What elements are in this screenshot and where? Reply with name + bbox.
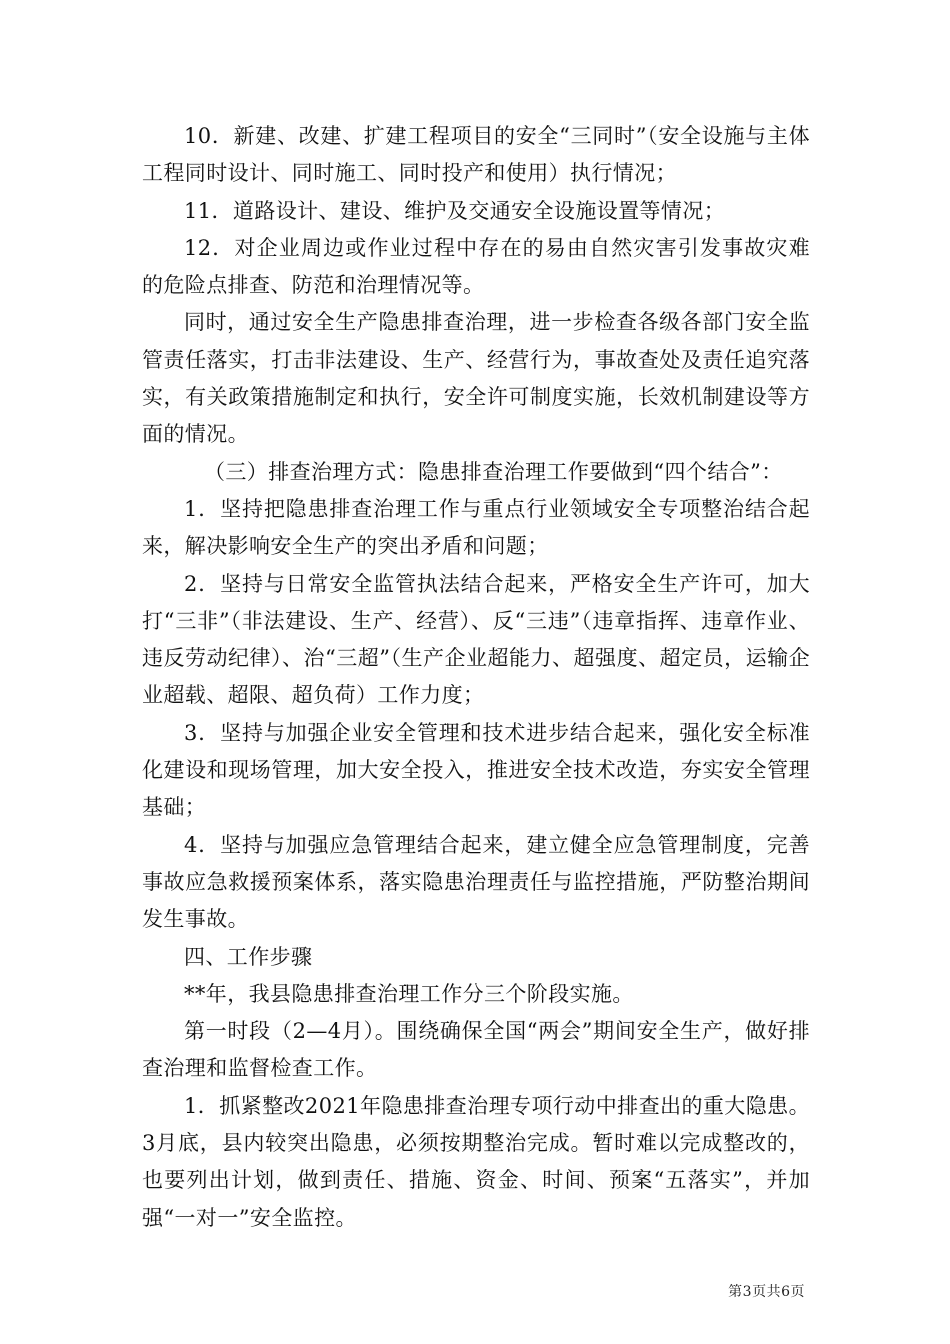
paragraph-phase-one: 第一时段（2—4月）。围绕确保全国“两会”期间安全生产，做好排查治理和监督检查工作。 — [142, 1019, 810, 1081]
paragraph-combine-4: 4．坚持与加强应急管理结合起来，建立健全应急管理制度，完善事故应急救援预案体系，落实隐患治理责任与监控措施，严防整治期间发生事故。 — [142, 832, 810, 932]
paragraph-combine-2: 2．坚持与日常安全监管执法结合起来，严格安全生产许可，加大打“三非”（非法建设、生产、经营）、反“三违”（违章指挥、违章作业、违反劳动纪律）、治“三超”（生产企业超能力、超强度、超定员，运输企业超载、超限、超负荷）工作力度； — [142, 571, 810, 708]
section-heading-steps: 四、工作步骤 — [184, 944, 313, 969]
page-number: 第3页共6页 — [728, 1284, 805, 1300]
document-body — [142, 118, 810, 1237]
section-heading-method: （三）排查治理方式：隐患排查治理工作要做到“四个结合”： — [204, 459, 783, 484]
paragraph-item-12: 12．对企业周边或作业过程中存在的易由自然灾害引发事故灾难的危险点排查、防范和治理情况等。 — [142, 235, 810, 298]
paragraph-item-11: 11．道路设计、建设、维护及交通安全设施设置等情况； — [184, 198, 726, 223]
paragraph-combine-3: 3．坚持与加强企业安全管理和技术进步结合起来，强化安全标准化建设和现场管理，加大安全投入，推进安全技术改造，夯实安全管理基础； — [142, 720, 810, 820]
paragraph-phase-one-item-1: 1．抓紧整改2021年隐患排查治理专项行动中排查出的重大隐患。3月底，县内较突出隐患，必须按期整治完成。暂时难以完成整改的，也要列出计划，做到责任、措施、资金、时间、预案“五落实”，并加强“一对一”安全监控。 — [142, 1093, 810, 1230]
paragraph-supervision: 同时，通过安全生产隐患排查治理，进一步检查各级各部门安全监管责任落实，打击非法建设、生产、经营行为，事故查处及责任追究落实，有关政策措施制定和执行，安全许可制度实施，长效机制建设等方面的情况。 — [142, 310, 810, 447]
paragraph-combine-1: 1．坚持把隐患排查治理工作与重点行业领域安全专项整治结合起来，解决影响安全生产的突出矛盾和问题； — [142, 496, 810, 559]
paragraph-phases-intro: **年，我县隐患排查治理工作分三个阶段实施。 — [184, 981, 634, 1006]
paragraph-item-10: 10．新建、改建、扩建工程项目的安全“三同时”（安全设施与主体工程同时设计、同时施工、同时投产和使用）执行情况； — [142, 124, 810, 186]
